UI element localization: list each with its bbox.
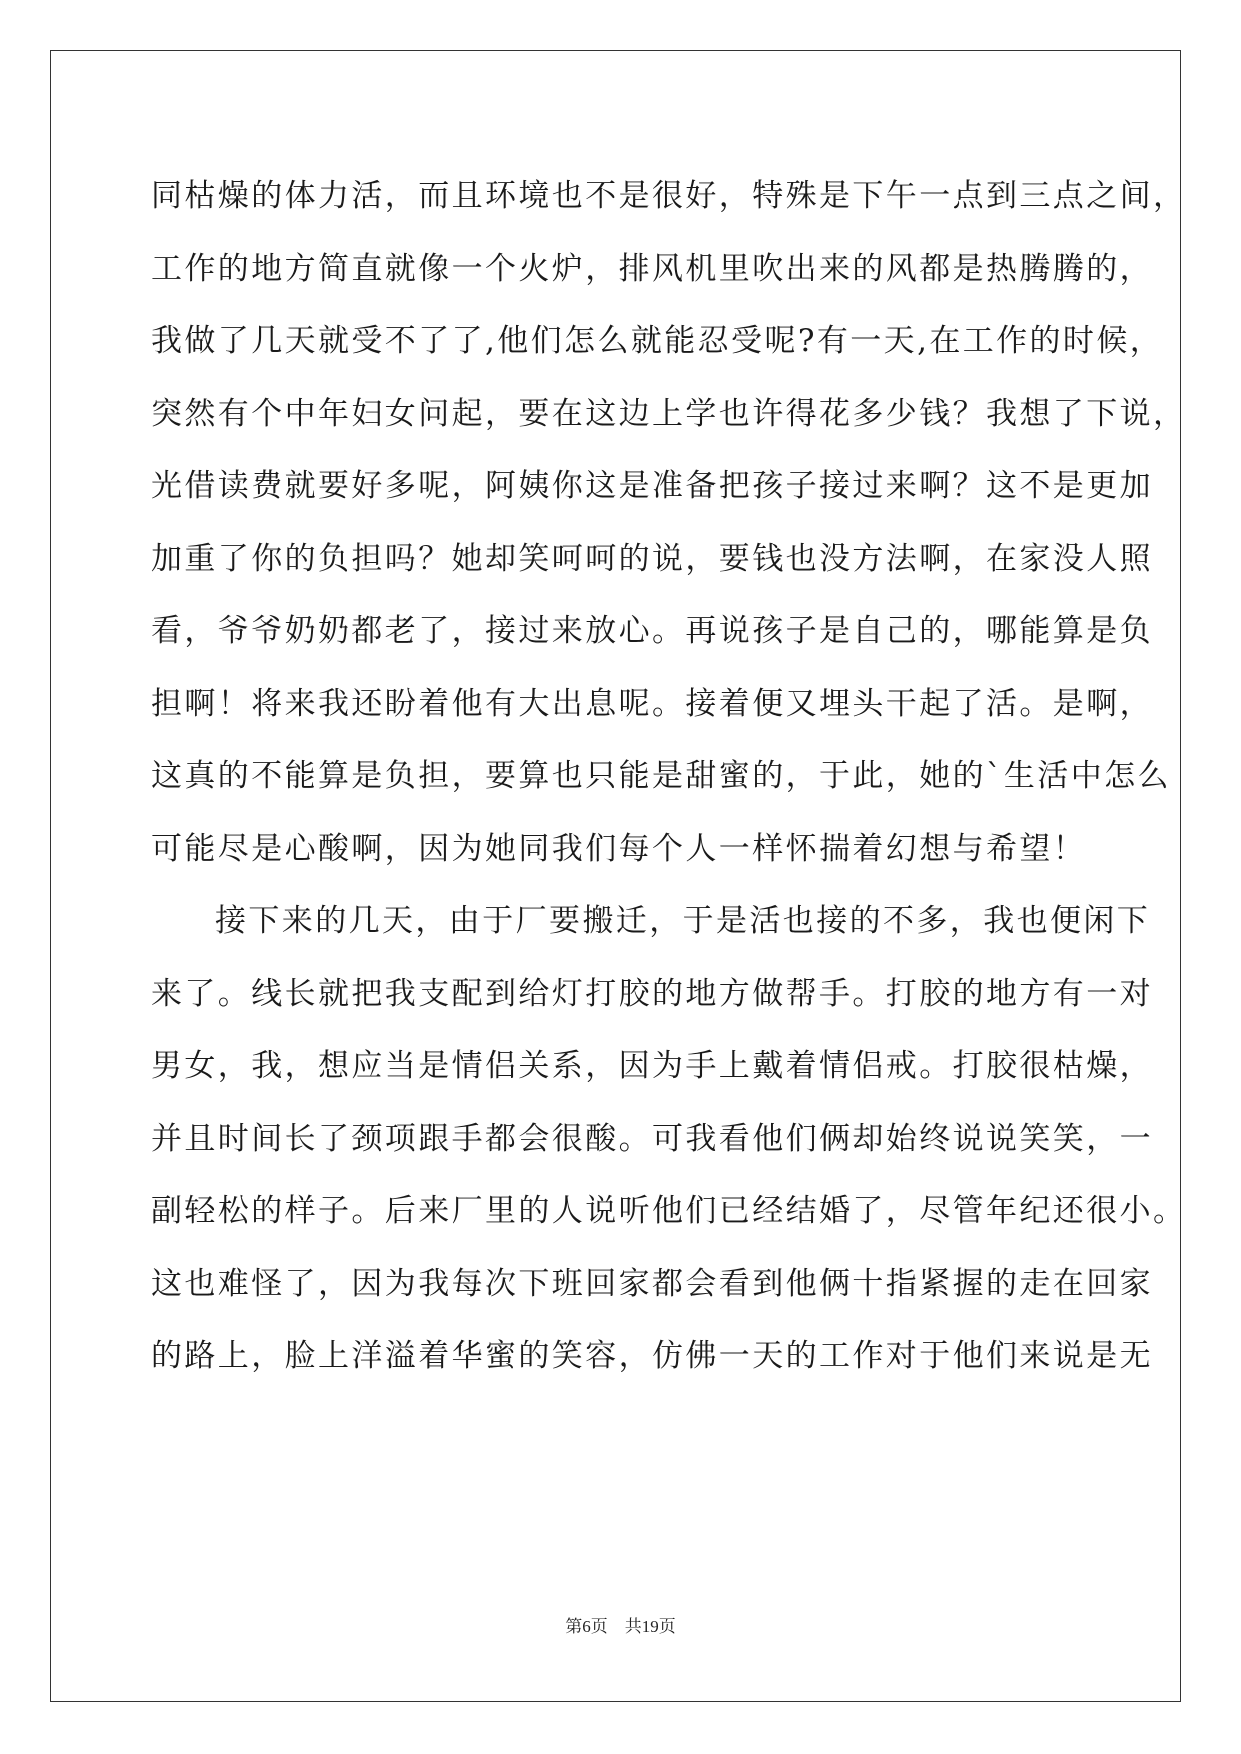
- text-line: 光借读费就要好多呢，阿姨你这是准备把孩子接过来啊？这不是更加: [151, 468, 1153, 504]
- text-line: 工作的地方简直就像一个火炉，排风机里吹出来的风都是热腾腾的，: [151, 250, 1153, 287]
- body-text: [151, 160, 1187, 1393]
- text-line: 并且时间长了颈项跟手都会很酸。可我看他们俩却始终说说笑笑，一: [151, 1120, 1153, 1157]
- text-line: 这也难怪了，因为我每次下班回家都会看到他俩十指紧握的走在回家: [151, 1265, 1153, 1302]
- paragraph-start-line: 接下来的几天，由于厂要搬迁，于是活也接的不多，我也便闲下: [215, 903, 1151, 939]
- text-line: 的路上，脸上洋溢着华蜜的笑容，仿佛一天的工作对于他们来说是无: [151, 1338, 1153, 1374]
- text-line: 来了。线长就把我支配到给灯打胶的地方做帮手。打胶的地方有一对: [151, 975, 1153, 1012]
- text-line: 同枯燥的体力活，而且环境也不是很好，特殊是下午一点到三点之间，: [151, 178, 1187, 214]
- text-line: 加重了你的负担吗？她却笑呵呵的说，要钱也没方法啊，在家没人照: [151, 540, 1153, 577]
- text-line: 可能尽是心酸啊，因为她同我们每个人一样怀揣着幻想与希望！: [151, 830, 1087, 867]
- text-line: 突然有个中年妇女问起，要在这边上学也许得花多少钱？我想了下说，: [151, 395, 1187, 432]
- text-line: 副轻松的样子。后来厂里的人说听他们已经结婚了，尽管年纪还很小。: [151, 1193, 1187, 1229]
- text-line: 看，爷爷奶奶都老了，接过来放心。再说孩子是自己的，哪能算是负: [151, 613, 1153, 649]
- text-line: 男女，我，想应当是情侣关系，因为手上戴着情侣戒。打胶很枯燥，: [151, 1048, 1153, 1084]
- text-line: 担啊！将来我还盼着他有大出息呢。接着便又埋头干起了活。是啊，: [151, 685, 1153, 722]
- text-line: 我做了几天就受不了了,他们怎么就能忍受呢?有一天,在工作的时候，: [151, 323, 1164, 359]
- text-line: 这真的不能算是负担，要算也只能是甜蜜的，于此，她的`生活中怎么: [151, 758, 1171, 794]
- page-number-footer: 第6页 共19页: [565, 1617, 676, 1636]
